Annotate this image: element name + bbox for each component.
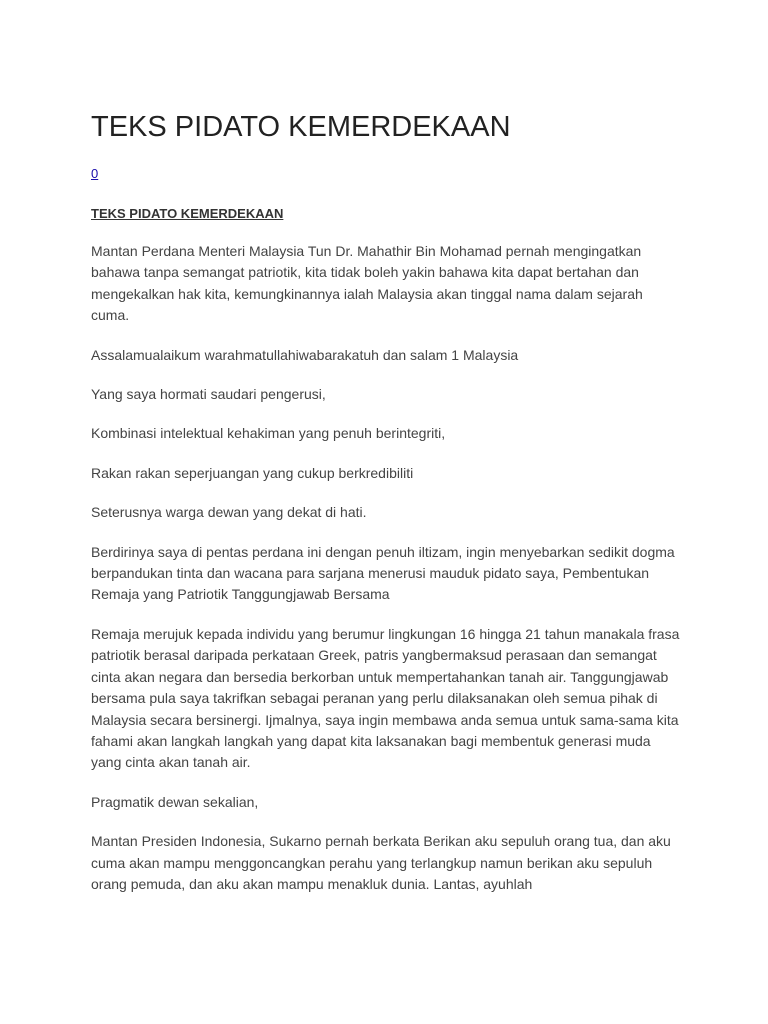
paragraph-pragmatik: Pragmatik dewan sekalian,	[91, 793, 259, 810]
document-title: TEKS PIDATO KEMERDEKAAN	[91, 111, 511, 143]
paragraph-intro: Mantan Perdana Menteri Malaysia Tun Dr. Mahathir Bin Mohamad pernah mengingatkan bahawa tanpa semangat patriotik, kita tidak boleh yakin bahawa kita dapat bertahan dan mengekalkan hak kita, kemungkinannya ialah Malaysia akan tinggal nama dalam sejarah cuma.	[91, 243, 643, 324]
paragraph-address-peers: Rakan rakan seperjuangan yang cukup berkredibiliti	[91, 464, 414, 481]
paragraph-topic: Berdirinya saya di pentas perdana ini dengan penuh iltizam, ingin menyebarkan sedikit dogma berpandukan tinta dan wacana para sarjana menerusi mauduk pidato saya, Pembentukan Remaja yang Patriotik Tanggungjawab Bersama	[91, 543, 675, 603]
paragraph-definition: Remaja merujuk kepada individu yang berumur lingkungan 16 hingga 21 tahun manakala frasa patriotik berasal daripada perkataan Greek, patris yangbermaksud perasaan dan semangat cinta akan negara dan bersedia berkorban untuk mempertahankan tanah air. Tanggungjawab bersama pula saya takrifkan sebagai peranan yang perlu dilaksanakan oleh semua pihak di Malaysia secara bersinergi. Ijmalnya, saya ingin membawa anda semua untuk sama-sama kita fahami akan langkah langkah yang dapat kita laksanakan bagi membentuk generasi muda yang cinta akan tanah air.	[91, 625, 680, 771]
paragraph-address-judges: Kombinasi intelektual kehakiman yang penuh berintegriti,	[91, 425, 446, 442]
paragraph-greeting: Assalamualaikum warahmatullahiwabarakatuh dan salam 1 Malaysia	[91, 346, 519, 363]
paragraph-address-chair: Yang saya hormati saudari pengerusi,	[91, 386, 326, 403]
document-subheading: TEKS PIDATO KEMERDEKAAN	[91, 206, 284, 221]
paragraph-address-audience: Seterusnya warga dewan yang dekat di hati.	[91, 504, 367, 521]
document-body	[91, 241, 681, 913]
comment-count-link[interactable]: 0	[91, 166, 99, 181]
paragraph-sukarno: Mantan Presiden Indonesia, Sukarno pernah berkata Berikan aku sepuluh orang tua, dan aku cuma akan mampu menggoncangkan perahu yang terlangkup namun berikan aku sepuluh orang pemuda, dan aku akan mampu menakluk dunia. Lantas, ayuhlah	[91, 833, 671, 892]
